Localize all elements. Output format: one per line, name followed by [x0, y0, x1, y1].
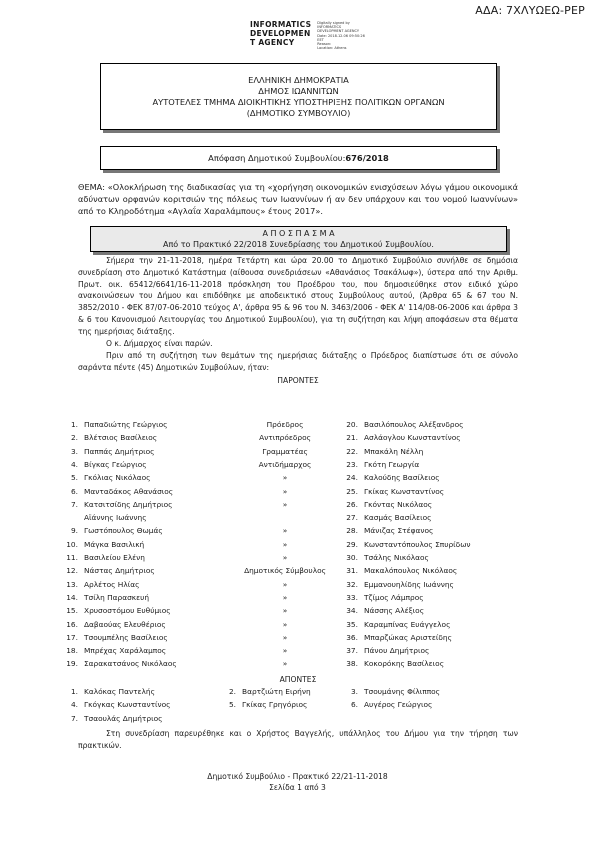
list-item	[62, 713, 162, 725]
item-number: 19.	[66, 659, 78, 669]
item-number: 38.	[346, 659, 358, 669]
member-name: Μακαλόπουλος Νικόλαος	[364, 566, 458, 576]
decision-label: Απόφαση Δημοτικού Συμβουλίου:	[208, 153, 346, 163]
member-name: Παπαδιώτης Γεώργιος	[84, 420, 168, 429]
list-item	[62, 699, 171, 711]
item-number: 7.	[70, 499, 78, 509]
item-number: 1.	[70, 687, 78, 696]
list-item	[342, 658, 444, 670]
member-role: »	[282, 592, 288, 602]
member-name: Κατσιτσίδης Δημήτριος	[84, 499, 173, 509]
member-name: Τσαουλάς Δημήτριος	[84, 713, 163, 723]
member-name: Τσουμπέλης Βασίλειος	[84, 632, 168, 642]
member-name: Βίγκας Γεώργιος	[84, 459, 147, 469]
list-item	[62, 472, 150, 484]
intro-paragraph: Σήμερα την 21-11-2018, ημέρα Τετάρτη και ώρα 20.00 το Δημοτικό Συμβούλιο συνήλθε σε δημόσια συνεδρίαση στο Δημοτικό Κατάστημα (αίθουσα συνεδριάσεων «Αθανάσιος Τσακάλωφ»), ύστερα από την Αριθμ. Πρωτ. οικ. 65412/6641/16-11-2018 πρόσκληση του Προέδρου του, που δημοσιεύθηκε στον ειδικό χώρο ανακοινώσεων του Δήμου και επιδόθηκε με αποδεικτικό στους Συμβούλους αυτού, (Άρθρα 65 & 67 του Ν. 3852/2010 - ΦΕΚ 87/07-06-2010 τεύχος Α', άρθρα 95 & 96 του Ν. 3463/2006 - ΦΕΚ Α' 114/08-06-2006 και άρθρα 3 & 6 του Κανονισμού Λειτουργίας του Δημοτικού Συμβουλίου), για τη συζήτηση και λήψη αποφάσεων στα θέματα της ημερήσιας διάταξης.	[78, 256, 518, 336]
list-item	[62, 645, 166, 657]
list-item	[342, 539, 471, 551]
member-name: Μανταδάκος Αθανάσιος	[84, 486, 174, 496]
member-role: Αντιδήμαρχος	[258, 459, 312, 469]
header-line: ΔΗΜΟΣ ΙΩΑΝΝΙΤΩΝ	[258, 85, 339, 96]
list-item	[62, 446, 155, 458]
list-item	[342, 472, 440, 484]
item-number: 3.	[70, 446, 78, 456]
member-name: Γκίκας Γρηγόριος	[242, 700, 308, 710]
list-item	[342, 432, 461, 444]
list-item	[62, 619, 166, 631]
apospasma-title: Α Π Ο Σ Π Α Σ Μ Α	[262, 229, 335, 238]
member-role: »	[282, 473, 288, 483]
list-item	[342, 619, 450, 631]
list-item	[342, 525, 433, 537]
item-number: 15.	[66, 606, 78, 616]
member-role: »	[282, 619, 288, 629]
member-name: Τσάλης Νικόλαος	[364, 553, 429, 562]
member-name: Βασιλείου Ελένη	[84, 553, 145, 562]
member-role: Δημοτικός Σύμβουλος	[244, 566, 326, 576]
item-number: 37.	[346, 646, 358, 656]
item-number: 4.	[70, 459, 78, 469]
item-number: 35.	[346, 619, 358, 629]
member-name: Αϊάννης Ιωάννης	[84, 513, 147, 523]
member-name: Νάστας Δημήτριος	[84, 566, 155, 576]
member-role: Πρόεδρος	[266, 420, 304, 429]
list-item	[62, 605, 171, 617]
member-name: Καλόκας Παντελής	[84, 687, 155, 696]
list-item	[342, 552, 429, 564]
item-number: 30.	[346, 553, 358, 562]
member-name: Εμμανουηλίδης Ιωάννης	[364, 579, 454, 589]
header-line: (ΔΗΜΟΤΙΚΟ ΣΥΜΒΟΥΛΙΟ)	[246, 107, 351, 118]
member-name: Παππάς Δημήτριος	[84, 446, 155, 456]
list-item	[342, 592, 424, 604]
member-name: Αρλέτος Ηλίας	[84, 579, 140, 589]
member-role: Αντιπρόεδρος	[259, 433, 311, 443]
member-role: »	[282, 486, 288, 496]
item-number: 6.	[70, 486, 78, 496]
list-item	[342, 605, 424, 617]
item-number: 33.	[346, 592, 358, 602]
decision-box	[100, 146, 497, 170]
member-name: Μπακάλη Νέλλη	[364, 446, 424, 456]
member-role: »	[282, 659, 288, 669]
footer-line: Δημοτικό Συμβούλιο - Πρακτικό 22/21-11-2018	[207, 772, 388, 781]
item-number: 1.	[70, 420, 78, 429]
member-name: Αυγέρος Γεώργιος	[364, 700, 433, 710]
item-number: 4.	[70, 700, 78, 710]
list-item	[62, 432, 157, 444]
list-item	[342, 446, 423, 458]
list-item	[62, 686, 155, 698]
list-item	[62, 658, 177, 670]
item-number: 10.	[66, 539, 78, 549]
member-name: Καλούδης Βασίλειος	[364, 473, 440, 483]
list-item	[62, 499, 173, 511]
item-number: 2.	[70, 433, 78, 443]
member-name: Γκόγκας Κωνσταντίνος	[84, 700, 171, 710]
header-line: ΕΛΛΗΝΙΚΗ ΔΗΜΟΚΡΑΤΙΑ	[248, 74, 349, 85]
member-name: Γκόντας Νικόλαος	[364, 499, 433, 509]
header-line: ΑΥΤΟΤΕΛΕΣ ΤΜΗΜΑ ΔΙΟΙΚΗΤΙΚΗΣ ΥΠΟΣΤΗΡΙΞΗΣ ΠΟΛΙΤΙΚΩΝ ΟΡΓΑΝΩΝ	[152, 96, 445, 107]
list-item	[62, 512, 147, 524]
item-number: 7.	[70, 713, 78, 723]
list-item	[62, 539, 144, 551]
ada-code: ΑΔΑ: 7ΧΛΥΩΕΩ-ΡΕΡ	[475, 4, 585, 17]
item-number: 34.	[346, 606, 358, 616]
member-role	[220, 512, 350, 524]
member-name: Ασλάογλου Κωνσταντίνος	[364, 433, 461, 443]
item-number: 27.	[346, 513, 358, 523]
mayor-present: Ο κ. Δήμαρχος είναι παρών.	[106, 339, 213, 348]
secretary-paragraph: Στη συνεδρίαση παρευρέθηκε και ο Χρήστος Βαγγελής, υπάλληλος του Δήμου για την τήρηση των πρακτικών.	[78, 729, 518, 750]
header-box	[100, 63, 497, 130]
member-name: Κωνσταντόπουλος Σπυρίδων	[364, 539, 471, 549]
member-name: Τσίλη Παρασκευή	[84, 592, 150, 602]
member-name: Γκότη Γεωργία	[364, 459, 420, 469]
item-number: 20.	[346, 420, 358, 429]
member-name: Βασιλόπουλος Αλέξανδρος	[364, 420, 464, 429]
member-name: Γωστόπουλος Θωμάς	[84, 526, 163, 536]
member-name: Πάνου Δημήτριος	[364, 646, 430, 656]
signature-stamp	[250, 20, 365, 50]
item-number: 3.	[350, 687, 358, 696]
item-number: 17.	[66, 632, 78, 642]
member-role: »	[282, 646, 288, 656]
item-number: 23.	[346, 459, 358, 469]
item-number: 25.	[346, 486, 358, 496]
member-role: Γραμματέας	[262, 446, 308, 456]
member-name: Μάγκα Βασιλική	[84, 539, 145, 549]
member-role: »	[282, 632, 288, 642]
item-number: 5.	[70, 473, 78, 483]
member-role: »	[282, 526, 288, 536]
member-name: Χρυσοστόμου Ευθύμιος	[84, 606, 171, 616]
list-item	[342, 699, 432, 711]
list-item	[342, 486, 444, 498]
member-role: »	[282, 499, 288, 509]
page-number: Σελίδα 1 από 3	[269, 783, 326, 792]
item-number: 21.	[346, 433, 358, 443]
member-name: Μπρέχας Χαράλαμπος	[84, 646, 167, 656]
item-number: 18.	[66, 646, 78, 656]
member-role: »	[282, 553, 288, 562]
member-name: Γκόλιας Νικόλαος	[84, 473, 151, 483]
member-role: »	[282, 606, 288, 616]
item-number: 14.	[66, 592, 78, 602]
item-number: 9.	[70, 526, 78, 536]
item-number: 13.	[66, 579, 78, 589]
member-name: Μάνιζας Στέφανος	[364, 526, 434, 536]
member-name: Καραμπίνας Ευάγγελος	[364, 619, 451, 629]
signature-details: Digitally signed by INFORMATICS DEVELOPMENT AGENCY Date: 2018.12.06 09:50:26 EET Reason: Location: Athens	[317, 21, 365, 51]
absent-title: ΑΠΟΝΤΕΣ	[279, 675, 317, 684]
item-number: 29.	[346, 539, 358, 549]
list-item	[342, 645, 429, 657]
list-item	[62, 579, 139, 591]
quorum-paragraph: Πριν από τη συζήτηση των θεμάτων της ημερήσιας διάταξης ο Πρόεδρος διαπίστωσε ότι σε σύνολο σαράντα πέντε (45) Δημοτικών Συμβούλων, ήταν:	[78, 351, 518, 372]
list-item	[62, 459, 147, 471]
member-role: »	[282, 539, 288, 549]
list-item	[342, 459, 419, 471]
member-name: Νάσσης Αλέξιος	[364, 606, 425, 616]
member-name: Τσουμάνης Φίλιππος	[364, 687, 441, 696]
member-name: Κασμάς Βασίλειος	[364, 513, 432, 523]
member-name: Τζίμος Λάμπρος	[364, 592, 424, 602]
list-item	[342, 579, 454, 591]
list-item	[62, 632, 168, 644]
item-number: 36.	[346, 632, 358, 642]
list-item	[220, 686, 311, 698]
item-number: 6.	[350, 700, 358, 710]
list-item	[62, 486, 173, 498]
list-item	[342, 565, 457, 577]
member-name: Γκίκας Κωνσταντίνος	[364, 486, 445, 496]
list-item	[342, 419, 463, 431]
list-item	[342, 632, 452, 644]
present-title: ΠΑΡΟΝΤΕΣ	[277, 376, 319, 385]
item-number: 12.	[66, 566, 78, 576]
member-name: Δαβαούας Ελευθέριος	[84, 619, 166, 629]
list-item	[62, 552, 145, 564]
item-number: 22.	[346, 446, 358, 456]
item-number: 28.	[346, 526, 358, 536]
list-item	[220, 699, 307, 711]
item-number: 16.	[66, 619, 78, 629]
list-item	[62, 592, 149, 604]
subject-paragraph: ΘΕΜΑ: «Ολοκλήρωση της διαδικασίας για τη «χορήγηση οικονομικών ενισχύσεων λόγω γάμου οικονομικά αδύνατων ορφανών κοριτσιών της πόλεως των Ιωαννίνων ή αν δεν υπάρχουν και του νομού Ιωαννίνων» από το Κληροδότημα «Αγλαΐα Χαραλάμπους» έτους 2017».	[78, 182, 518, 216]
member-name: Βλέτσιος Βασίλειος	[84, 433, 158, 443]
list-item	[62, 419, 168, 431]
member-name: Σαρακατσάνος Νικόλαος	[84, 659, 177, 669]
item-number: 32.	[346, 579, 358, 589]
member-name: Μπαρζώκας Αριστείδης	[364, 632, 452, 642]
decision-number: 676/2018	[345, 153, 389, 163]
list-item	[342, 686, 440, 698]
apospasma-box	[90, 226, 507, 252]
member-name: Κοκορόκης Βασίλειος	[364, 659, 445, 669]
item-number: 31.	[346, 566, 358, 576]
list-item	[62, 525, 163, 537]
member-name: Βαρτζιώτη Ειρήνη	[242, 687, 311, 696]
item-number: 26.	[346, 499, 358, 509]
item-number: 2.	[228, 687, 236, 696]
list-item	[342, 499, 432, 511]
item-number: 11.	[66, 553, 78, 562]
item-number: 24.	[346, 473, 358, 483]
member-role: »	[282, 579, 288, 589]
list-item	[62, 565, 155, 577]
apospasma-subtitle: Από το Πρακτικό 22/2018 Συνεδρίασης του Δημοτικού Συμβουλίου.	[163, 240, 434, 249]
signature-agency-name: INFORMATICS DEVELOPMEN T AGENCY	[250, 20, 312, 47]
item-number: 5.	[228, 700, 236, 710]
list-item	[342, 512, 432, 524]
